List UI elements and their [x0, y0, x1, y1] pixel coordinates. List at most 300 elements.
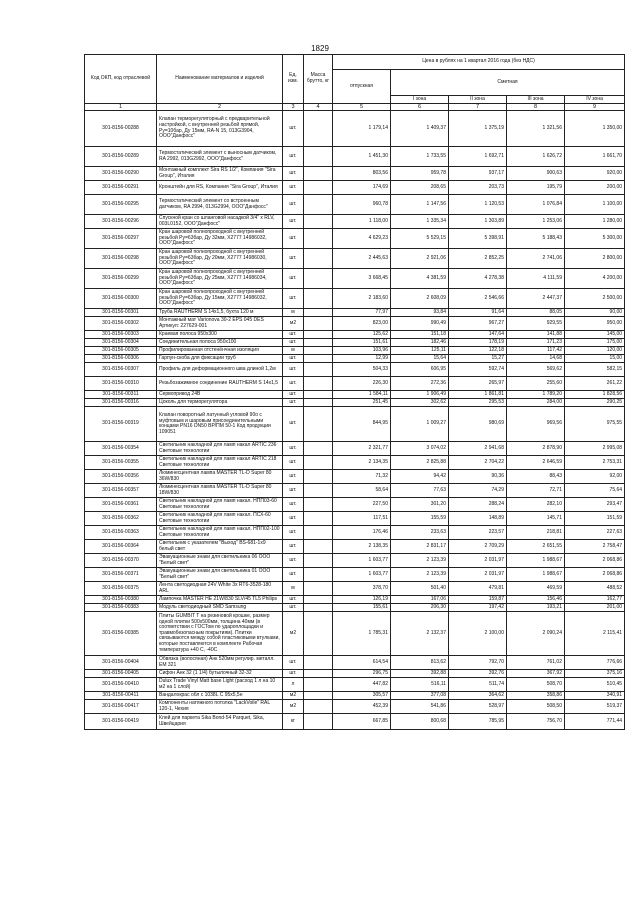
- row-zone-4-price: 771,44: [565, 714, 625, 730]
- row-release-price: 176,46: [333, 526, 391, 540]
- row-zone-2-price: 295,53: [449, 399, 507, 407]
- row-mass: [304, 309, 333, 317]
- table-row: [85, 678, 625, 692]
- row-zone-1-price: 167,06: [391, 596, 449, 604]
- row-unit: шт.: [283, 269, 304, 289]
- row-mass: [304, 484, 333, 498]
- header-price-group: Цена в рублях на 1 квартал 2016 года (без НДС): [333, 55, 625, 70]
- column-index: 5: [333, 104, 391, 111]
- table-row: [85, 498, 625, 512]
- column-index: 2: [157, 104, 283, 111]
- row-zone-1-price: 94,42: [391, 470, 449, 484]
- row-zone-1-price: 3 074,02: [391, 442, 449, 456]
- row-name: Труба RAUTHERM S 14x1,5, бухта 120 м: [157, 309, 283, 317]
- row-unit: м2: [283, 612, 304, 656]
- row-zone-1-price: 206,30: [391, 604, 449, 612]
- row-unit: шт.: [283, 540, 304, 554]
- row-code: 301-8156-00364: [85, 540, 157, 554]
- row-zone-1-price: 151,18: [391, 331, 449, 339]
- column-index: 3: [283, 104, 304, 111]
- row-mass: [304, 612, 333, 656]
- row-code: 301-8156-00303: [85, 331, 157, 339]
- row-zone-2-price: 1 692,71: [449, 147, 507, 167]
- row-release-price: 504,33: [333, 363, 391, 377]
- row-unit: шт.: [283, 377, 304, 391]
- row-zone-3-price: 508,70: [507, 678, 565, 692]
- row-name: Сифон Анк 32 (1 1/4) бутылочный 32-32: [157, 670, 283, 678]
- row-release-price: 155,61: [333, 604, 391, 612]
- row-unit: шт.: [283, 568, 304, 582]
- row-release-price: 3 668,45: [333, 269, 391, 289]
- row-mass: [304, 215, 333, 229]
- row-zone-1-price: 813,62: [391, 656, 449, 670]
- row-code: 301-8156-00295: [85, 195, 157, 215]
- row-zone-2-price: 785,95: [449, 714, 507, 730]
- row-release-price: 227,50: [333, 498, 391, 512]
- row-mass: [304, 289, 333, 309]
- row-zone-1-price: 2 132,37: [391, 612, 449, 656]
- row-zone-4-price: 510,45: [565, 678, 625, 692]
- row-zone-3-price: 969,56: [507, 407, 565, 442]
- row-unit: л: [283, 678, 304, 692]
- column-index-row: [85, 104, 625, 111]
- row-zone-3-price: 88,43: [507, 470, 565, 484]
- row-release-price: 251,45: [333, 399, 391, 407]
- row-name: Кронштейн для RS, Компания "Sira Group", Италия: [157, 181, 283, 195]
- row-zone-1-price: 125,11: [391, 347, 449, 355]
- header-zone-3: III зона: [507, 96, 565, 104]
- row-zone-4-price: 2 115,41: [565, 612, 625, 656]
- row-zone-2-price: 148,89: [449, 512, 507, 526]
- table-row: [85, 484, 625, 498]
- row-release-price: 71,32: [333, 470, 391, 484]
- row-zone-4-price: 5 300,00: [565, 229, 625, 249]
- table-row: [85, 309, 625, 317]
- row-name: Монтажный комплект Sira RS 1/2", Компания "Sira Group", Италия: [157, 167, 283, 181]
- row-zone-4-price: 375,16: [565, 670, 625, 678]
- row-zone-3-price: 2 090,24: [507, 612, 565, 656]
- row-zone-1-price: 2 921,06: [391, 249, 449, 269]
- row-code: 301-8156-00290: [85, 167, 157, 181]
- row-zone-3-price: 2 651,55: [507, 540, 565, 554]
- table-row: [85, 714, 625, 730]
- row-zone-1-price: 990,49: [391, 317, 449, 331]
- row-zone-3-price: 5 188,43: [507, 229, 565, 249]
- row-zone-3-price: 156,46: [507, 596, 565, 604]
- row-zone-2-price: 2 546,66: [449, 289, 507, 309]
- row-zone-2-price: 792,70: [449, 656, 507, 670]
- row-name: Лента светодиодная 24V White 3x RT6-3528-180 ARL: [157, 582, 283, 596]
- row-zone-4-price: 1 280,00: [565, 215, 625, 229]
- row-zone-3-price: 1 076,84: [507, 195, 565, 215]
- table-header: [85, 55, 625, 111]
- row-zone-2-price: 2 100,00: [449, 612, 507, 656]
- table-row: [85, 181, 625, 195]
- table-row: [85, 317, 625, 331]
- row-name: Монтажный мат Varionova 30-2 EPS 045 DES Артикул: 227629-001: [157, 317, 283, 331]
- row-unit: шт.: [283, 147, 304, 167]
- row-zone-1-price: 15,64: [391, 355, 449, 363]
- table-row: [85, 604, 625, 612]
- row-zone-2-price: 1 303,89: [449, 215, 507, 229]
- row-code: 301-8156-00411: [85, 692, 157, 700]
- row-release-price: 1 603,77: [333, 568, 391, 582]
- row-zone-1-price: 1 147,56: [391, 195, 449, 215]
- row-zone-4-price: 162,77: [565, 596, 625, 604]
- row-zone-3-price: 900,63: [507, 167, 565, 181]
- row-code: 301-8156-00302: [85, 317, 157, 331]
- row-zone-2-price: 74,29: [449, 484, 507, 498]
- row-zone-2-price: 288,24: [449, 498, 507, 512]
- row-unit: шт.: [283, 484, 304, 498]
- row-release-price: 844,95: [333, 407, 391, 442]
- row-zone-2-price: 980,69: [449, 407, 507, 442]
- row-release-price: 447,82: [333, 678, 391, 692]
- row-release-price: 823,00: [333, 317, 391, 331]
- row-unit: шт.: [283, 670, 304, 678]
- row-zone-4-price: 1 100,00: [565, 195, 625, 215]
- row-zone-4-price: 1 350,00: [565, 111, 625, 147]
- header-code: Код ОКП, код отраслевой: [85, 55, 157, 104]
- row-mass: [304, 670, 333, 678]
- row-name: Эвакуационные знаки для светильника 01 ООО "Белый свет": [157, 568, 283, 582]
- row-zone-1-price: 541,86: [391, 700, 449, 714]
- row-name: Люминесцентная лампа MASTER TL-D Super 80 18W/830: [157, 484, 283, 498]
- row-unit: шт.: [283, 339, 304, 347]
- table-row: [85, 147, 625, 167]
- row-zone-3-price: 284,00: [507, 399, 565, 407]
- row-zone-2-price: 197,42: [449, 604, 507, 612]
- row-mass: [304, 229, 333, 249]
- row-zone-2-price: 5 398,91: [449, 229, 507, 249]
- row-zone-1-price: 1 335,34: [391, 215, 449, 229]
- row-zone-2-price: 223,57: [449, 526, 507, 540]
- table-row: [85, 167, 625, 181]
- table-row: [85, 526, 625, 540]
- row-zone-4-price: 519,37: [565, 700, 625, 714]
- row-unit: м2: [283, 317, 304, 331]
- row-release-price: 126,19: [333, 596, 391, 604]
- row-code: 301-8156-00363: [85, 526, 157, 540]
- row-name: Клапан поворотный латунный угловой 90o с муфтовым и шаровым присоединительными концами PN16 DN50 BP/ПМ 50-1 Код продукции 109051: [157, 407, 283, 442]
- row-code: 301-8156-00355: [85, 456, 157, 470]
- row-zone-4-price: 582,15: [565, 363, 625, 377]
- row-zone-2-price: 2 852,25: [449, 249, 507, 269]
- row-release-price: 1 584,11: [333, 391, 391, 399]
- row-unit: шт.: [283, 554, 304, 568]
- row-zone-1-price: 501,40: [391, 582, 449, 596]
- row-zone-4-price: 340,91: [565, 692, 625, 700]
- row-zone-4-price: 975,55: [565, 407, 625, 442]
- row-release-price: 117,51: [333, 512, 391, 526]
- row-code: 301-8156-00299: [85, 269, 157, 289]
- row-release-price: 378,70: [333, 582, 391, 596]
- row-mass: [304, 331, 333, 339]
- row-mass: [304, 339, 333, 347]
- row-unit: шт.: [283, 355, 304, 363]
- row-release-price: 803,56: [333, 167, 391, 181]
- price-table: [84, 54, 625, 730]
- row-zone-3-price: 569,62: [507, 363, 565, 377]
- row-mass: [304, 700, 333, 714]
- row-release-price: 1 785,31: [333, 612, 391, 656]
- row-unit: шт.: [283, 181, 304, 195]
- row-unit: шт.: [283, 656, 304, 670]
- row-code: 301-8156-00311: [85, 391, 157, 399]
- page-number: 1829: [311, 44, 329, 53]
- row-zone-1-price: 2 608,09: [391, 289, 449, 309]
- table-row: [85, 249, 625, 269]
- row-code: 301-8156-00319: [85, 407, 157, 442]
- row-zone-4-price: 2 800,00: [565, 249, 625, 269]
- row-zone-4-price: 950,00: [565, 317, 625, 331]
- row-code: 301-8156-00375: [85, 582, 157, 596]
- row-zone-2-price: 511,74: [449, 678, 507, 692]
- row-code: 301-8156-00289: [85, 147, 157, 167]
- row-code: 301-8156-00356: [85, 470, 157, 484]
- row-zone-2-price: 147,64: [449, 331, 507, 339]
- row-release-price: 452,39: [333, 700, 391, 714]
- row-zone-3-price: 1 253,06: [507, 215, 565, 229]
- row-zone-4-price: 175,00: [565, 339, 625, 347]
- row-unit: м: [283, 582, 304, 596]
- row-zone-4-price: 145,00: [565, 331, 625, 339]
- row-release-price: 1 179,14: [333, 111, 391, 147]
- row-unit: м2: [283, 692, 304, 700]
- row-mass: [304, 714, 333, 730]
- row-mass: [304, 181, 333, 195]
- row-unit: шт.: [283, 111, 304, 147]
- table-row: [85, 331, 625, 339]
- row-mass: [304, 582, 333, 596]
- row-zone-3-price: 1 988,67: [507, 568, 565, 582]
- row-name: Вандалокрас обл с 1038L С 95x5,5н: [157, 692, 283, 700]
- row-mass: [304, 470, 333, 484]
- row-zone-3-price: 14,68: [507, 355, 565, 363]
- row-name: Модуль светодиодный SMD Samsung: [157, 604, 283, 612]
- row-name: Кран шаровой полнопроходной с внутренней резьбой Ру=63бар, Ду 25мм, X2777 14986034, ООО"Данфосс": [157, 269, 283, 289]
- row-mass: [304, 347, 333, 355]
- row-name: Сервопривод 24В: [157, 391, 283, 399]
- row-mass: [304, 249, 333, 269]
- row-zone-4-price: 227,63: [565, 526, 625, 540]
- row-zone-3-price: 1 988,67: [507, 554, 565, 568]
- row-unit: шт.: [283, 195, 304, 215]
- row-mass: [304, 442, 333, 456]
- row-mass: [304, 269, 333, 289]
- row-zone-2-price: 528,97: [449, 700, 507, 714]
- row-zone-3-price: 2 878,90: [507, 442, 565, 456]
- row-mass: [304, 195, 333, 215]
- row-zone-3-price: 218,81: [507, 526, 565, 540]
- row-unit: шт.: [283, 407, 304, 442]
- table-row: [85, 456, 625, 470]
- table-row: [85, 229, 625, 249]
- row-zone-4-price: 75,64: [565, 484, 625, 498]
- row-zone-4-price: 290,25: [565, 399, 625, 407]
- row-code: 301-8156-00410: [85, 678, 157, 692]
- row-zone-2-price: 479,81: [449, 582, 507, 596]
- row-release-price: 614,54: [333, 656, 391, 670]
- row-zone-3-price: 1 789,20: [507, 391, 565, 399]
- row-zone-3-price: 141,88: [507, 331, 565, 339]
- row-code: 301-8156-00316: [85, 399, 157, 407]
- row-zone-1-price: 1 409,37: [391, 111, 449, 147]
- row-zone-2-price: 2 704,22: [449, 456, 507, 470]
- row-name: Краевая полоса 950x300: [157, 331, 283, 339]
- row-zone-2-price: 1 861,81: [449, 391, 507, 399]
- row-name: Светильник накладной для ламп накал. НПП02-100 Световые технологии: [157, 526, 283, 540]
- row-name: Профилированная отстенёнчная изоляция: [157, 347, 283, 355]
- row-zone-4-price: 2 753,31: [565, 456, 625, 470]
- row-name: Светильник накладной для ламп накал. ПСХ-60 Световые технологии: [157, 512, 283, 526]
- row-zone-4-price: 293,47: [565, 498, 625, 512]
- row-zone-3-price: 193,21: [507, 604, 565, 612]
- row-release-price: 1 603,77: [333, 554, 391, 568]
- row-code: 301-8156-00306: [85, 355, 157, 363]
- table-row: [85, 540, 625, 554]
- row-zone-1-price: 606,95: [391, 363, 449, 377]
- row-code: 301-8156-00370: [85, 554, 157, 568]
- row-name: Светильник накладной для ламп накал. НПП03-60 Световые технологии: [157, 498, 283, 512]
- row-zone-4-price: 261,22: [565, 377, 625, 391]
- row-unit: шт.: [283, 215, 304, 229]
- row-zone-3-price: 756,70: [507, 714, 565, 730]
- column-index: 7: [449, 104, 507, 111]
- row-zone-2-price: 91,64: [449, 309, 507, 317]
- row-release-price: 77,97: [333, 309, 391, 317]
- row-mass: [304, 540, 333, 554]
- row-name: Кран шаровой полнопроходной с внутренней резьбой Ру=63бар, Ду 20мм, X2777 14986030, ООО"Данфосс": [157, 249, 283, 269]
- header-mass: Масса брутто, кг: [304, 55, 333, 104]
- row-name: Профиль для деформационного шва длиной 1,2м: [157, 363, 283, 377]
- row-name: Плиты GUMBIT T на резиновой крошке, размер одной плитки 500x500мм, толщина 40мм (в соответствии с ГОСТом по удароплощадки и травмобезопасным покрытиям). Плитки связываются между собой пластиковыми втулками, которые поставляются в комплекте Рабочая температура +40 С, -40С: [157, 612, 283, 656]
- row-zone-2-price: 122,18: [449, 347, 507, 355]
- row-name: Клей для паркета Sika Bond-54 Parquet, Sika, Швейцария: [157, 714, 283, 730]
- row-zone-1-price: 5 529,15: [391, 229, 449, 249]
- row-name: Спускной кран со шланговой насадкой 3/4" x RLV, 003L0152, ООО"Данфосс": [157, 215, 283, 229]
- row-zone-1-price: 392,88: [391, 670, 449, 678]
- column-index: 6: [391, 104, 449, 111]
- table-row: [85, 470, 625, 484]
- row-zone-4-price: 1 828,56: [565, 391, 625, 399]
- row-code: 301-8156-00304: [85, 339, 157, 347]
- table-row: [85, 442, 625, 456]
- row-unit: шт.: [283, 526, 304, 540]
- row-zone-3-price: 171,23: [507, 339, 565, 347]
- table-row: [85, 407, 625, 442]
- row-name: Dulux Trade Vinyl Matt base Light (расход 1 л на 10 м2 на 1 слой): [157, 678, 283, 692]
- row-zone-1-price: 301,20: [391, 498, 449, 512]
- row-unit: шт.: [283, 596, 304, 604]
- table-row: [85, 347, 625, 355]
- row-name: Люминесцентная лампа MASTER TL-D Super 80 36W/830: [157, 470, 283, 484]
- table-row: [85, 355, 625, 363]
- row-zone-3-price: 469,59: [507, 582, 565, 596]
- row-unit: шт.: [283, 229, 304, 249]
- row-mass: [304, 407, 333, 442]
- row-zone-1-price: 1 009,27: [391, 407, 449, 442]
- table-body: [85, 111, 625, 730]
- row-unit: кг: [283, 714, 304, 730]
- row-zone-4-price: 1 661,70: [565, 147, 625, 167]
- row-unit: шт.: [283, 470, 304, 484]
- row-zone-2-price: 2 941,68: [449, 442, 507, 456]
- row-mass: [304, 355, 333, 363]
- row-zone-2-price: 392,76: [449, 670, 507, 678]
- row-name: Резьбозажимное соединение RAUTHERM S 14x1,5: [157, 377, 283, 391]
- row-zone-4-price: 201,00: [565, 604, 625, 612]
- row-zone-1-price: 4 381,59: [391, 269, 449, 289]
- column-index: 8: [507, 104, 565, 111]
- row-code: 301-8156-00297: [85, 229, 157, 249]
- row-code: 301-8156-00310: [85, 377, 157, 391]
- row-zone-3-price: 88,05: [507, 309, 565, 317]
- row-zone-1-price: 516,11: [391, 678, 449, 692]
- table-row: [85, 391, 625, 399]
- row-release-price: 103,96: [333, 347, 391, 355]
- row-zone-1-price: 1 906,49: [391, 391, 449, 399]
- row-code: 301-8156-00301: [85, 309, 157, 317]
- row-mass: [304, 317, 333, 331]
- row-zone-1-price: 1 733,55: [391, 147, 449, 167]
- table-row: [85, 596, 625, 604]
- header-name: Наименование материалов и изделий: [157, 55, 283, 104]
- row-zone-4-price: 92,00: [565, 470, 625, 484]
- row-release-price: 2 183,60: [333, 289, 391, 309]
- row-code: 301-8156-00307: [85, 363, 157, 377]
- row-zone-4-price: 15,00: [565, 355, 625, 363]
- row-release-price: 1 118,00: [333, 215, 391, 229]
- row-zone-3-price: 145,71: [507, 512, 565, 526]
- row-unit: шт.: [283, 456, 304, 470]
- table-row: [85, 111, 625, 147]
- row-name: Светильник с указателем "Выход" BS-681-1x9 белый свет: [157, 540, 283, 554]
- row-zone-2-price: 203,73: [449, 181, 507, 195]
- row-mass: [304, 111, 333, 147]
- row-zone-4-price: 120,00: [565, 347, 625, 355]
- header-release-price: отпускная: [333, 70, 391, 104]
- table-row: [85, 215, 625, 229]
- row-release-price: 151,61: [333, 339, 391, 347]
- row-mass: [304, 167, 333, 181]
- row-unit: шт.: [283, 442, 304, 456]
- row-mass: [304, 692, 333, 700]
- row-zone-2-price: 15,27: [449, 355, 507, 363]
- row-zone-4-price: 151,59: [565, 512, 625, 526]
- row-release-price: 58,64: [333, 484, 391, 498]
- row-release-price: 2 134,35: [333, 456, 391, 470]
- row-zone-4-price: 488,52: [565, 582, 625, 596]
- row-release-price: 2 138,35: [333, 540, 391, 554]
- row-code: 301-8156-00404: [85, 656, 157, 670]
- row-code: 301-8156-00362: [85, 512, 157, 526]
- row-mass: [304, 456, 333, 470]
- row-zone-1-price: 2 123,39: [391, 554, 449, 568]
- row-mass: [304, 596, 333, 604]
- row-mass: [304, 391, 333, 399]
- row-zone-3-price: 508,50: [507, 700, 565, 714]
- table-row: [85, 339, 625, 347]
- row-code: 301-8156-00300: [85, 289, 157, 309]
- row-zone-2-price: 592,74: [449, 363, 507, 377]
- row-zone-4-price: 776,66: [565, 656, 625, 670]
- row-zone-1-price: 2 831,17: [391, 540, 449, 554]
- row-zone-3-price: 1 626,72: [507, 147, 565, 167]
- table-row: [85, 289, 625, 309]
- row-mass: [304, 554, 333, 568]
- row-mass: [304, 399, 333, 407]
